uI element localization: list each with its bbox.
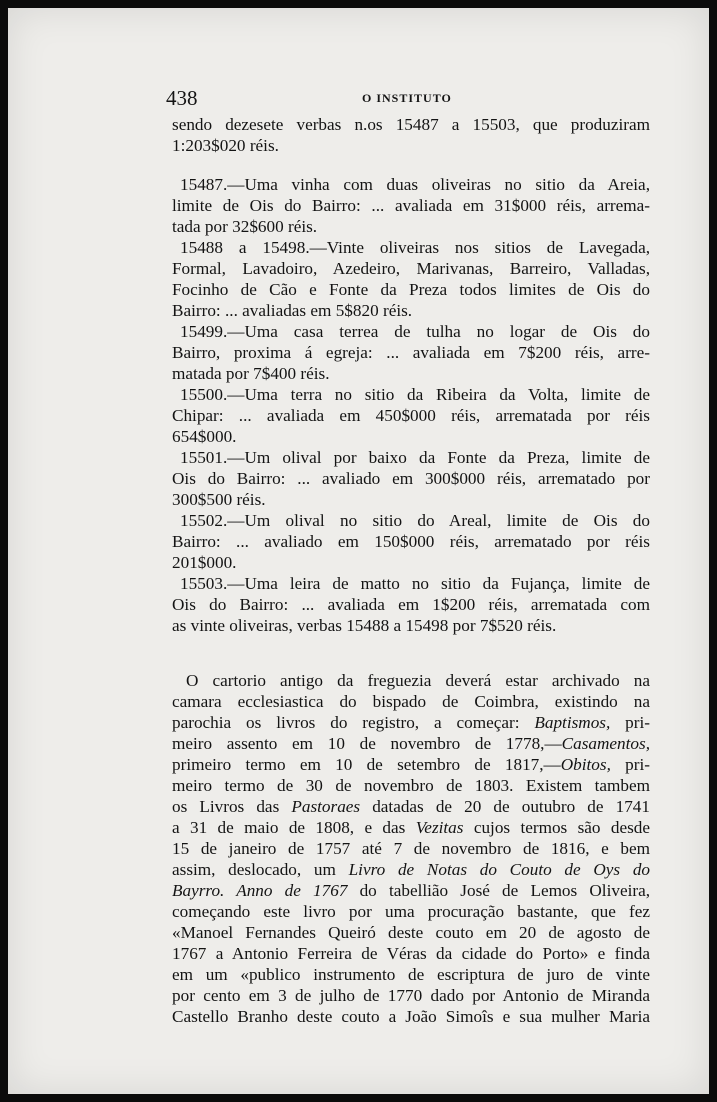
line-segment: pri- [610,713,650,732]
paragraph-line [172,712,650,733]
book-page [8,8,709,1094]
text-block [166,84,651,1027]
entry-line: 201$000. [172,553,237,572]
entry-line: 654$000. [172,427,237,446]
paragraph-line: O cartorio antigo da freguezia deverá estar archivado na [186,671,650,690]
line-segment: pri- [610,755,650,774]
entry-line: 15488 a 15498.—Vinte oliveiras nos sitios de Lavegada, [180,238,650,257]
entry-line: Bairro: ... avaliado em 150$000 réis, arrematado por réis [172,532,650,551]
line-segment: assim, deslocado, um [172,860,349,879]
paragraph-line [172,817,650,838]
line-segment: os Livros das [172,797,292,816]
paragraph-line: camara ecclesiastica do bispado de Coimbra, existindo na [172,692,650,711]
entry-line: tada por 32$600 réis. [172,217,318,236]
paragraph-line: «Manoel Fernandes Queiró deste couto em 20 de agosto de [172,923,650,942]
line-segment: meiro assento em 10 de novembro de 1778,— [172,734,562,753]
paragraph-line [172,880,650,901]
paragraph-line: começando este livro por uma procuração bastante, que fez [172,902,650,921]
paragraph-line: 15 de janeiro de 1757 até 7 de novembro de 1816, e bem [172,839,650,858]
entry-line: Ois do Bairro: ... avaliado em 300$000 réis, arrematado por [172,469,650,488]
italic-term: Vezitas [415,818,464,837]
paragraph-line [172,754,650,775]
entry-line: 15499.—Uma casa terrea de tulha no logar de Ois do [180,322,650,341]
line-segment: datadas de 20 de outubro de 1741 [360,797,650,816]
line-segment: do tabellião José de Lemos Oliveira, [347,881,650,900]
running-title: O INSTITUTO [362,91,452,105]
entry-line: Ois do Bairro: ... avaliada em 1$200 réis, arrematada com [172,595,650,614]
paragraph-line: em um «publico instrumento de escriptura de juro de vinte [172,965,650,984]
paragraph-line [172,859,650,880]
italic-title: Livro de Notas do Couto de Oys do [348,860,651,879]
italic-term: Obitos, [560,755,611,774]
line-segment: cujos termos são desde [463,818,651,837]
entry-line: Formal, Lavadoiro, Azedeiro, Marivanas, Barreiro, Valladas, [172,259,650,278]
paragraph-line [172,733,650,754]
text-line: sendo dezesete verbas n.os 15487 a 15503, que produziram [172,115,650,134]
italic-term: Pastoraes [291,797,361,816]
entry-line: as vinte oliveiras, verbas 15488 a 15498 por 7$520 réis. [172,616,557,635]
line-segment: parochia os livros do registro, a começar: [172,713,535,732]
entry-line: Bairro, proxima á egreja: ... avaliada em 7$200 réis, arre- [172,343,650,362]
paragraph-line: Castello Branho deste couto a João Simoîs e sua mulher Maria [172,1007,650,1026]
cartorio-paragraph [172,670,650,1027]
italic-term: Casamentos, [561,734,650,753]
text-line: 1:203$020 réis. [172,136,279,155]
auction-entries [172,174,650,636]
entry-line: matada por 7$400 réis. [172,364,330,383]
entry-line: limite de Ois do Bairro: ... avaliada em 31$000 réis, arrema- [172,196,650,215]
paragraph-line: 1767 a Antonio Ferreira de Véras da cidade do Porto» e finda [172,944,650,963]
entry-line: 15502.—Um olival no sitio do Areal, limite de Ois do [180,511,650,530]
entry-line: Focinho de Cão e Fonte da Preza todos limites de Ois do [172,280,650,299]
line-segment: a 31 de maio de 1808, e das [172,818,416,837]
paragraph-line [172,796,650,817]
italic-term: Baptismos, [534,713,611,732]
page-header [166,84,650,114]
entry-line: Bairro: ... avaliadas em 5$820 réis. [172,301,413,320]
paragraph-line: por cento em 3 de julho de 1770 dado por Antonio de Miranda [172,986,650,1005]
entry-line: Chipar: ... avaliada em 450$000 réis, arrematada por réis [172,406,650,425]
entry-line: 15503.—Uma leira de matto no sitio da Fujança, limite de [180,574,650,593]
paragraph-line: meiro termo de 30 de novembro de 1803. Existem tambem [172,776,650,795]
entry-line: 300$500 réis. [172,490,266,509]
italic-title: Bayrro. Anno de 1767 [172,881,348,900]
entry-line: 15501.—Um olival por baixo da Fonte da Preza, limite de [180,448,650,467]
entry-line: 15500.—Uma terra no sitio da Ribeira da Volta, limite de [180,385,650,404]
line-segment: primeiro termo em 10 de setembro de 1817,— [172,755,561,774]
page-number: 438 [166,86,198,110]
intro-text [172,114,650,156]
entry-line: 15487.—Uma vinha com duas oliveiras no sitio da Areia, [180,175,650,194]
